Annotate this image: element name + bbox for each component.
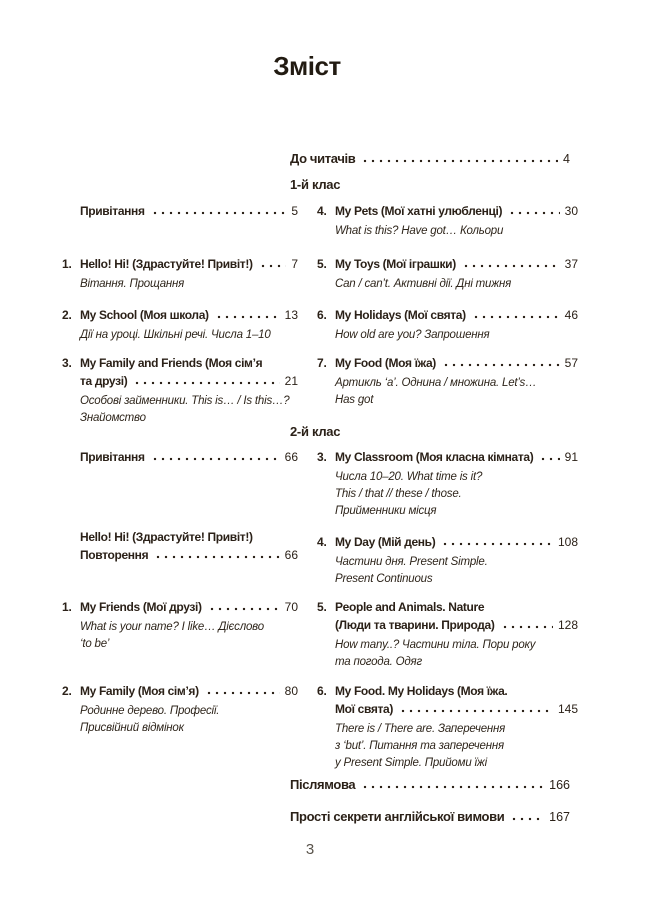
entry-page: 57	[564, 356, 578, 370]
toc-entry	[62, 598, 298, 653]
entry-title: My Holidays (Мої свята)	[335, 308, 466, 322]
section-heading-grade2: 2-й клас	[290, 424, 341, 439]
dot-leader	[151, 448, 280, 466]
entry-title: Hello! Hi! (Здрастуйте! Привіт!)	[80, 530, 253, 544]
dot-leader	[151, 202, 287, 220]
entry-page: 37	[564, 257, 578, 271]
toc-entry	[317, 682, 578, 772]
dot-leader	[441, 533, 553, 551]
toc-entry	[62, 255, 298, 293]
entry-title: My Day (Мій день)	[335, 535, 436, 549]
entry-page: 5	[291, 204, 298, 218]
entry-title: Мої свята)	[335, 702, 393, 716]
section-heading-grade1: 1-й клас	[290, 177, 341, 192]
toc-entry	[317, 448, 578, 520]
entry-page: 108	[557, 535, 578, 549]
back-matter-entry	[290, 776, 570, 794]
entry-subtitle: Present Continuous	[335, 573, 433, 585]
entry-subtitle: Особові займенники. This is… / Is this…?	[80, 395, 290, 407]
entry-title: My Family and Friends (Моя сім’я	[80, 356, 263, 370]
entry-number: 2.	[62, 684, 72, 698]
entry-title: та друзі)	[80, 374, 128, 388]
dot-leader	[442, 354, 560, 372]
entry-number: 5.	[317, 257, 327, 271]
entry-page: 145	[557, 702, 578, 716]
entry-subtitle: Прийменники місця	[335, 505, 437, 517]
dot-leader	[361, 776, 544, 794]
entry-subtitle: Частини дня. Present Simple.	[335, 556, 488, 568]
entry-page: 30	[564, 204, 578, 218]
dot-leader	[462, 255, 560, 273]
entry-subtitle: Знайомство	[80, 412, 146, 424]
entry-title: My School (Моя школа)	[80, 308, 209, 322]
toc-entry	[317, 354, 578, 409]
entry-title: My Toys (Мої іграшки)	[335, 257, 456, 271]
entry-subtitle: What is this? Have got… Кольори	[335, 225, 504, 237]
entry-page: 66	[284, 450, 298, 464]
entry-title: (Люди та тварини. Природа)	[335, 618, 495, 632]
toc-entry	[62, 528, 298, 564]
entry-title: My Friends (Мої друзі)	[80, 600, 202, 614]
entry-page: 66	[284, 548, 298, 562]
entry-subtitle: ‘to be’	[80, 638, 110, 650]
entry-subtitle: Артикль ‘a’. Однина / множина. Let’s…	[335, 377, 537, 389]
entry-subtitle: This / that // these / those.	[335, 488, 462, 500]
dot-leader	[259, 255, 287, 273]
page-number: 3	[305, 841, 315, 858]
toc-entry	[317, 202, 578, 240]
toc-entry	[317, 306, 578, 344]
entry-number: 4.	[317, 535, 327, 549]
entry-subtitle: Has got	[335, 394, 374, 406]
entry-subtitle: Присвійний відмінок	[80, 722, 184, 734]
dot-leader	[208, 598, 280, 616]
entry-page: 21	[284, 374, 298, 388]
entry-title: My Food (Моя їжа)	[335, 356, 436, 370]
entry-page: 13	[284, 308, 298, 322]
toc-entry	[317, 598, 578, 671]
toc-entry	[62, 202, 298, 220]
entry-number: 5.	[317, 600, 327, 614]
entry-number: 3.	[62, 356, 72, 370]
entry-subtitle: How many..? Частини тіла. Пори року	[335, 639, 536, 651]
entry-title: People and Animals. Nature	[335, 600, 485, 614]
dot-leader	[510, 808, 544, 826]
back-matter-entry	[290, 808, 570, 826]
entry-title: До читачів	[290, 151, 356, 166]
toc-entry	[317, 533, 578, 588]
dot-leader	[539, 448, 559, 466]
dot-leader	[361, 150, 558, 168]
entry-page: 46	[564, 308, 578, 322]
entry-number: 1.	[62, 600, 72, 614]
entry-subtitle: What is your name? I like… Дієслово	[80, 621, 264, 633]
entry-title: My Family (Моя сім’я)	[80, 684, 199, 698]
entry-subtitle: There is / There are. Заперечення	[335, 723, 506, 735]
entry-number: 1.	[62, 257, 72, 271]
dot-leader	[205, 682, 280, 700]
entry-title: Hello! Hi! (Здрастуйте! Привіт!)	[80, 257, 253, 271]
entry-number: 3.	[317, 450, 327, 464]
entry-title: My Classroom (Моя класна кімната)	[335, 450, 534, 464]
entry-subtitle: How old are you? Запрошення	[335, 329, 490, 341]
dot-leader	[472, 306, 560, 324]
entry-page: 166	[549, 778, 570, 792]
dot-leader	[133, 372, 279, 390]
entry-title: My Food. My Holidays (Моя їжа.	[335, 684, 508, 698]
entry-title: Привітання	[80, 204, 145, 218]
entry-subtitle: Числа 10–20. What time is it?	[335, 471, 483, 483]
entry-subtitle: Дії на уроці. Шкільні речі. Числа 1–10	[80, 329, 271, 341]
entry-page: 91	[564, 450, 578, 464]
toc-entry	[62, 448, 298, 466]
entry-number: 6.	[317, 684, 327, 698]
dot-leader	[399, 700, 553, 718]
entry-page: 128	[557, 618, 578, 632]
entry-title: Повторення	[80, 548, 149, 562]
toc-entry	[62, 354, 298, 427]
entry-page: 4	[563, 152, 570, 166]
entry-page: 7	[291, 257, 298, 271]
entry-subtitle: Вітання. Прощання	[80, 278, 185, 290]
entry-subtitle: та погода. Одяг	[335, 656, 422, 668]
entry-number: 7.	[317, 356, 327, 370]
entry-title: Привітання	[80, 450, 145, 464]
entry-number: 4.	[317, 204, 327, 218]
dot-leader	[154, 546, 279, 564]
entry-page: 80	[284, 684, 298, 698]
dot-leader	[215, 306, 280, 324]
entry-page: 70	[284, 600, 298, 614]
dot-leader	[501, 616, 553, 634]
entry-number: 2.	[62, 308, 72, 322]
dot-leader	[508, 202, 559, 220]
entry-title: Прості секрети англійської вимови	[290, 809, 505, 824]
toc-entry	[317, 255, 578, 293]
front-matter-entry	[290, 150, 570, 168]
page-title: Зміст	[273, 51, 341, 81]
entry-title: Післямова	[290, 777, 356, 792]
entry-title: My Pets (Мої хатні улюбленці)	[335, 204, 503, 218]
entry-subtitle: Родинне дерево. Професії.	[80, 705, 220, 717]
toc-entry	[62, 306, 298, 344]
entry-subtitle: у Present Simple. Прийоми їжі	[335, 757, 487, 769]
entry-page: 167	[549, 810, 570, 824]
toc-entry	[62, 682, 298, 737]
entry-number: 6.	[317, 308, 327, 322]
entry-subtitle: з ‘but’. Питання та заперечення	[335, 740, 504, 752]
entry-subtitle: Can / can’t. Активні дії. Дні тижня	[335, 278, 512, 290]
